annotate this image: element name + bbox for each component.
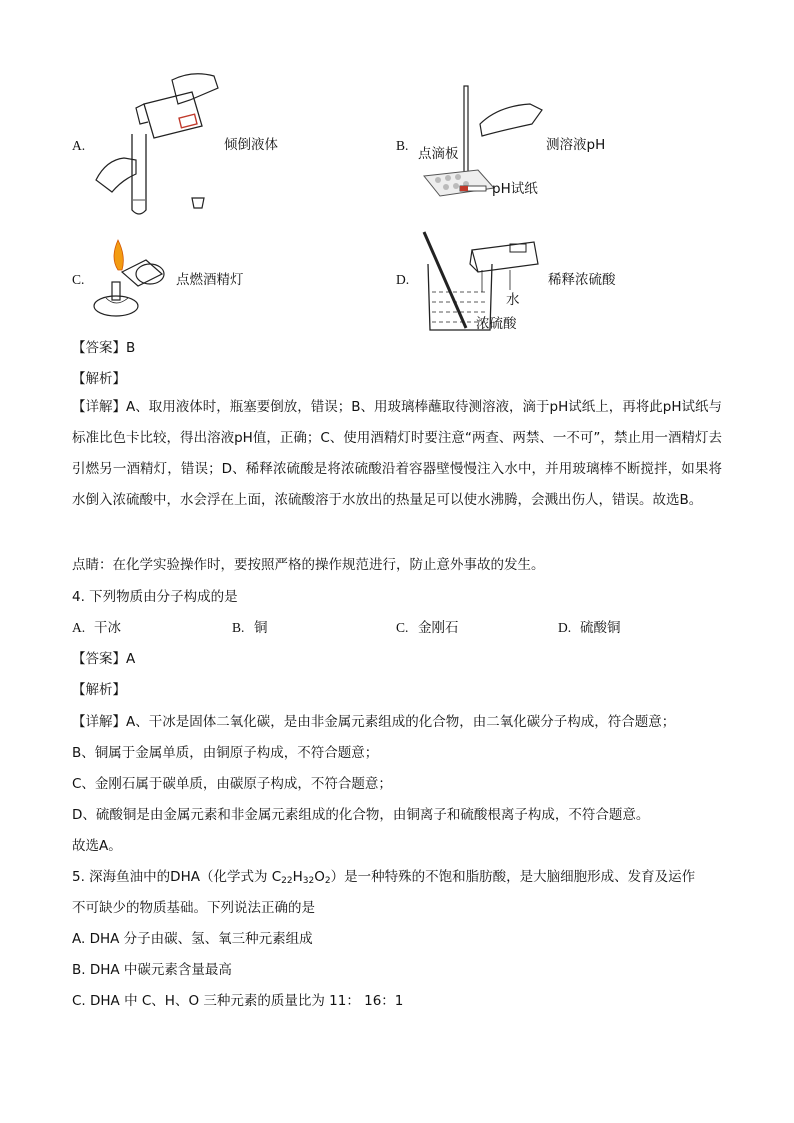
q4-detail-line: 【详解】A、干冰是固体二氧化碳，是由非金属元素组成的化合物，由二氧化碳分子构成，符合题意； xyxy=(72,714,676,730)
spot-plate-label: 点滴板 xyxy=(418,146,459,162)
q3-detail: 【详解】A、取用液体时，瓶塞要倒放，错误；B、用玻璃棒蘸取待测溶液，滴于pH试纸上，再将此pH试纸与标准比色卡比较，得出溶液pH值，正确；C、使用酒精灯时要注意“两查、两禁、一不可”，禁止用一酒精灯去引燃另一酒精灯，错误；D、稀释浓硫酸是将浓硫酸沿着容器壁慢慢注入水中，并用玻璃棒不断搅拌，如果将水倒入浓硫酸中，水会浮在上面，浓硫酸溶于水放出的热量足可以使水沸腾，会溅出伤人，错误。故选B。 xyxy=(72,399,722,508)
q4-option-b-text: 铜 xyxy=(254,620,268,636)
q3-tip: 点睛：在化学实验操作时，要按照严格的操作规范进行，防止意外事故的发生。 xyxy=(72,557,545,573)
q5-option-a: A. DHA 分子由碳、氢、氧三种元素组成 xyxy=(72,931,313,947)
q4-option-c-text: 金刚石 xyxy=(418,620,459,636)
option-d-caption: 稀释浓硫酸 xyxy=(548,272,616,288)
q4-detail-line: C、金刚石属于碳单质，由碳原子构成，不符合题意； xyxy=(72,776,392,792)
q4-detail-line: D、硫酸铜是由金属元素和非金属元素组成的化合物，由铜离子和硫酸根离子构成，不符合题意。 xyxy=(72,807,650,823)
q4-option-c-letter: C. xyxy=(396,620,409,635)
q4-detail-line: 故选A。 xyxy=(72,838,122,854)
pouring-liquid-illustration xyxy=(92,68,222,220)
option-a-caption: 倾倒液体 xyxy=(224,137,278,153)
q5-stem-line1: 5. 深海鱼油中的DHA（化学式为 $C_{22}H_{32}O_2$）是一种特殊的不饱和脂肪酸，是大脑细胞形成、发育及运作 xyxy=(72,869,696,886)
q4-option-d-letter: D. xyxy=(558,620,572,635)
q4-detail-line: B、铜属于金属单质，由铜原子构成，不符合题意； xyxy=(72,745,379,761)
q5-option-c: C. DHA 中 C、H、O 三种元素的质量比为 11： 16：1 xyxy=(72,993,404,1009)
q4-answer-tag: 【答案】A xyxy=(72,651,136,667)
q5-stem-line2: 不可缺少的物质基础。下列说法正确的是 xyxy=(72,900,315,916)
option-a-letter: A. xyxy=(72,138,86,153)
option-c-caption: 点燃酒精灯 xyxy=(176,272,244,288)
ph-paper-label: pH试纸 xyxy=(492,181,538,197)
q4-option-a-letter: A. xyxy=(72,620,86,635)
acid-label: 浓硫酸 xyxy=(476,316,517,332)
q4-option-d-text: 硫酸铜 xyxy=(580,620,621,636)
q4-option-a-text: 干冰 xyxy=(94,620,121,636)
option-c-letter: C. xyxy=(72,272,85,287)
option-b-letter: B. xyxy=(396,138,409,153)
option-d-letter: D. xyxy=(396,272,410,287)
q4-stem: 4. 下列物质由分子构成的是 xyxy=(72,589,238,605)
water-label: 水 xyxy=(506,292,520,308)
option-b-caption: 测溶液pH xyxy=(546,137,606,153)
q5-option-b: B. DHA 中碳元素含量最高 xyxy=(72,962,232,978)
q3-analysis-tag: 【解析】 xyxy=(72,371,126,387)
lighting-alcohol-lamp-illustration xyxy=(92,236,174,320)
q4-option-b-letter: B. xyxy=(232,620,245,635)
q4-analysis-tag: 【解析】 xyxy=(72,682,126,698)
q3-answer-tag: 【答案】B xyxy=(72,340,136,356)
